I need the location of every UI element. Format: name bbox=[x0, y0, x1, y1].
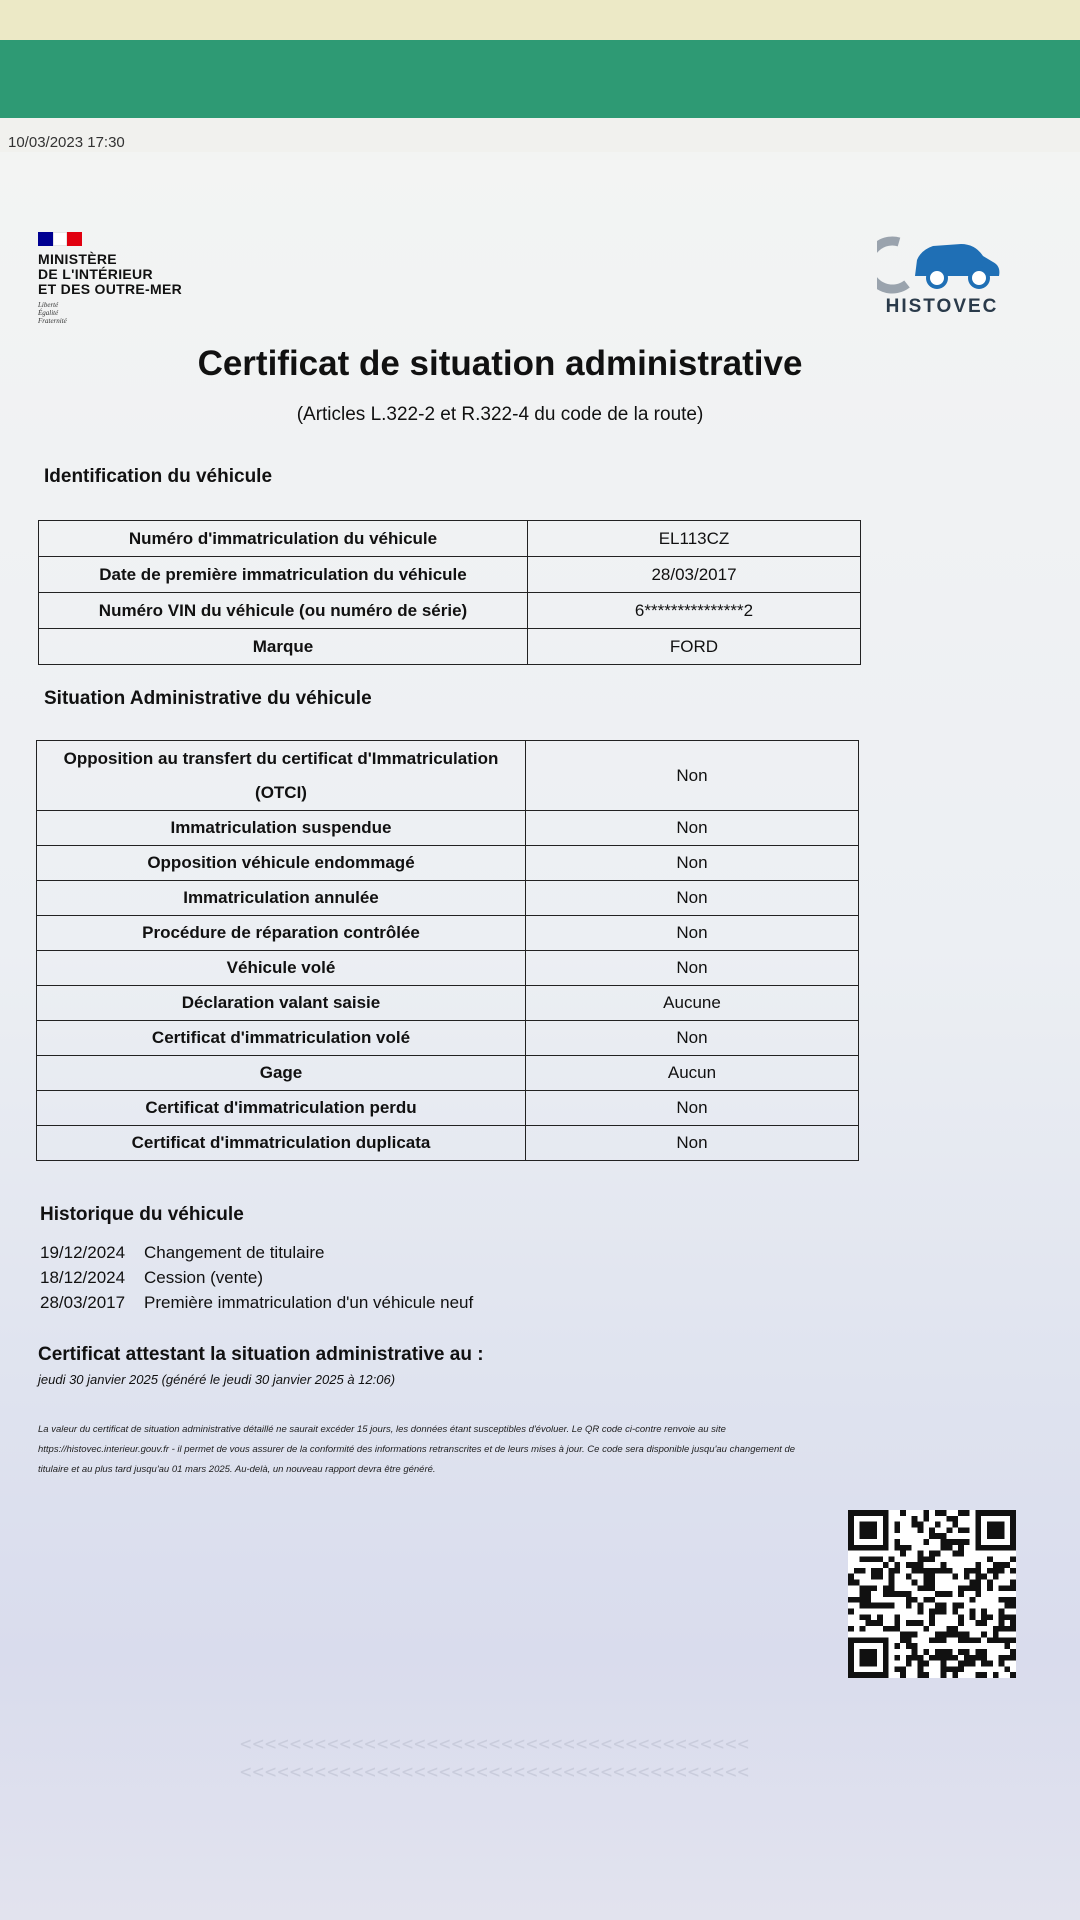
certificate-heading: Certificat attestant la situation administrative au : bbox=[38, 1344, 484, 1365]
background-band bbox=[0, 0, 1080, 44]
histovec-label: HISTOVEC bbox=[885, 296, 999, 317]
document-subtitle: (Articles L.322-2 et R.322-4 du code de la route) bbox=[296, 404, 704, 425]
table-row: Immatriculation annulée Non bbox=[37, 881, 859, 916]
ministry-logo bbox=[38, 232, 198, 325]
history-heading: Historique du véhicule bbox=[40, 1204, 244, 1225]
situation-heading: Situation Administrative du véhicule bbox=[44, 688, 372, 709]
situation-table bbox=[36, 740, 859, 1161]
identification-heading: Identification du véhicule bbox=[44, 466, 273, 487]
histovec-logo bbox=[872, 232, 1012, 318]
history-list bbox=[40, 1240, 473, 1315]
table-row: Opposition véhicule endommagé Non bbox=[37, 846, 859, 881]
legal-notice: La valeur du certificat de situation administrative détaillé ne saurait excéder 15 jours, les données étant susceptibles d'évoluer. Le QR code ci-contre renvoie au site https://histovec.interieur.gouv.fr - il permet de vous assurer de la conformité des informations retranscrites et de leurs mises à jour. Ce code sera disponible jusqu'au changement de titulaire et au plus tard jusqu'au 01 mars 2025. Au-delà, un nouveau rapport devra être généré. bbox=[38, 1424, 796, 1475]
table-row: Numéro d'immatriculation du véhicule EL113CZ bbox=[39, 521, 861, 557]
list-item: 19/12/2024 Changement de titulaire bbox=[40, 1243, 325, 1262]
list-item: 28/03/2017 Première immatriculation d'un véhicule neuf bbox=[40, 1293, 474, 1312]
underlying-timestamp: 10/03/2023 17:30 bbox=[8, 134, 125, 151]
table-row: Numéro VIN du véhicule (ou numéro de série) 6***************2 bbox=[39, 593, 861, 629]
flag-icon bbox=[38, 232, 82, 246]
table-row: Certificat d'immatriculation volé Non bbox=[37, 1021, 859, 1056]
identification-table bbox=[38, 520, 861, 665]
car-icon bbox=[877, 232, 1007, 294]
table-row: Opposition au transfert du certificat d'Immatriculation (OTCI) Non bbox=[37, 741, 859, 811]
table-row: Certificat d'immatriculation perdu Non bbox=[37, 1091, 859, 1126]
table-row: Marque FORD bbox=[39, 629, 861, 665]
document-title: Certificat de situation administrative bbox=[197, 344, 803, 383]
table-row: Date de première immatriculation du véhicule 28/03/2017 bbox=[39, 557, 861, 593]
list-item: 18/12/2024 Cession (vente) bbox=[40, 1268, 264, 1287]
qr-code-icon bbox=[848, 1510, 1016, 1678]
table-row: Procédure de réparation contrôlée Non bbox=[37, 916, 859, 951]
table-row: Véhicule volé Non bbox=[37, 951, 859, 986]
ministry-name: MINISTÈRE DE L'INTÉRIEUR ET DES OUTRE-MER bbox=[38, 251, 183, 297]
table-row: Gage Aucun bbox=[37, 1056, 859, 1091]
table-row: Immatriculation suspendue Non bbox=[37, 811, 859, 846]
table-row: Certificat d'immatriculation duplicata Non bbox=[37, 1126, 859, 1161]
certificate-date: jeudi 30 janvier 2025 (généré le jeudi 30 janvier 2025 à 12:06) bbox=[38, 1372, 396, 1387]
ministry-motto: Liberté Égalité Fraternité bbox=[38, 301, 67, 325]
show-through-text: <<<<<<<<<<<<<<<<<<<<<<<<<<<<<<<<<<<<<<<<< <<<<<<<<<<<<<<<<<<<<<<<<<<<<<<<<<<<<<<<<< bbox=[240, 1733, 750, 1783]
table-row: Déclaration valant saisie Aucune bbox=[37, 986, 859, 1021]
